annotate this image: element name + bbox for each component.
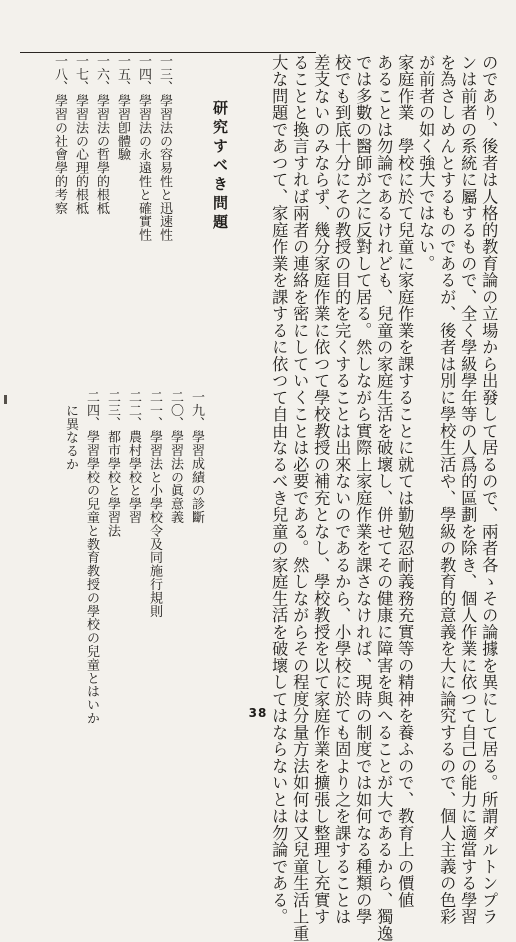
page-number: 38 (248, 706, 268, 720)
topic-item-continued: に異なるか (63, 404, 78, 471)
topic-item: 二三、都市學校と學習法 (105, 390, 120, 538)
topic-item: 二四、學習學校の兒童と教育教授の學校の兒童とはいか (84, 390, 99, 725)
body-column-11: 大な問題であつて、家庭作業を課するに依つて自由なるべき兒童の家庭生活を破壞してはならないとは勿論である。 (269, 54, 289, 925)
body-column-3: を為さしめんとするものであるが、後者は別に學校生活や、學級の教育的意義を大に論究するので、個人主義の色彩 (437, 54, 457, 925)
body-column-6: あることは勿論であるけれども、兒童の家庭生活を破壞し、併せてその健康に障害を與へることが大であるから、獨逸 (374, 54, 394, 942)
body-column-10: ることと換言すれば兩者の連絡を密にしていくことは必要である。然しながらその程度分量方法如何は又兒童生活上重 (290, 54, 310, 942)
topic-item: 一六、學習法の哲學的根柢 (94, 54, 109, 215)
topic-item: 一八、學習の社會學的考察 (52, 54, 67, 215)
body-column-7: では多數の醫師が之に反對して居る。然しながら實際上家庭作業を課さなければ、現時の制度では如何なる種類の學 (353, 54, 373, 925)
body-column-1: のであり、後者は人格的教育論の立場から出發して居るので、兩者各ゝその論據を異にして居る。所謂ダルトンプラ (479, 54, 499, 925)
study-heading: 研究すべき問題 (211, 100, 229, 233)
section-rule (20, 52, 316, 53)
topic-item: 一五、學習卽體驗 (115, 54, 130, 162)
topic-item: 一七、學習法の心理的根柢 (73, 54, 88, 215)
body-column-5: 家庭作業 學校に於て兒童に家庭作業を課することに就ては勤勉忍耐義務充實等の精神を養ふので、教育上の價値 (395, 54, 415, 909)
edge-mark (4, 395, 7, 404)
topic-item: 一三、學習法の容易性と迅速性 (157, 54, 172, 242)
topic-item: 二〇、學習法の眞意義 (168, 390, 183, 524)
topic-item: 一四、學習法の永遠性と確實性 (136, 54, 151, 242)
body-column-8: 校でも到底十分にその教授の目的を完くすることは出來ないのであるから、小學校に於ても固より之を課することは (332, 54, 352, 925)
body-column-4: が前者の如く強大ではない。 (416, 54, 436, 272)
topic-item: 一九、學習成績の診斷 (189, 390, 204, 524)
topic-item: 二一、學習法と小學校令及同施行規則 (147, 390, 162, 618)
topic-item: 二二、農村學校と學習 (126, 390, 141, 524)
body-column-2: ンは前者の系統に屬するもので、全く學級學年等の人爲的區劃を除き、個人作業に依つて自己の能力に適當する學習 (458, 54, 478, 925)
body-column-9: 差支ないのみならず、幾分家庭作業に依つて學校教授の補充となし、學校教授を以て家庭作業を擴張し整理し充實す (311, 54, 331, 925)
